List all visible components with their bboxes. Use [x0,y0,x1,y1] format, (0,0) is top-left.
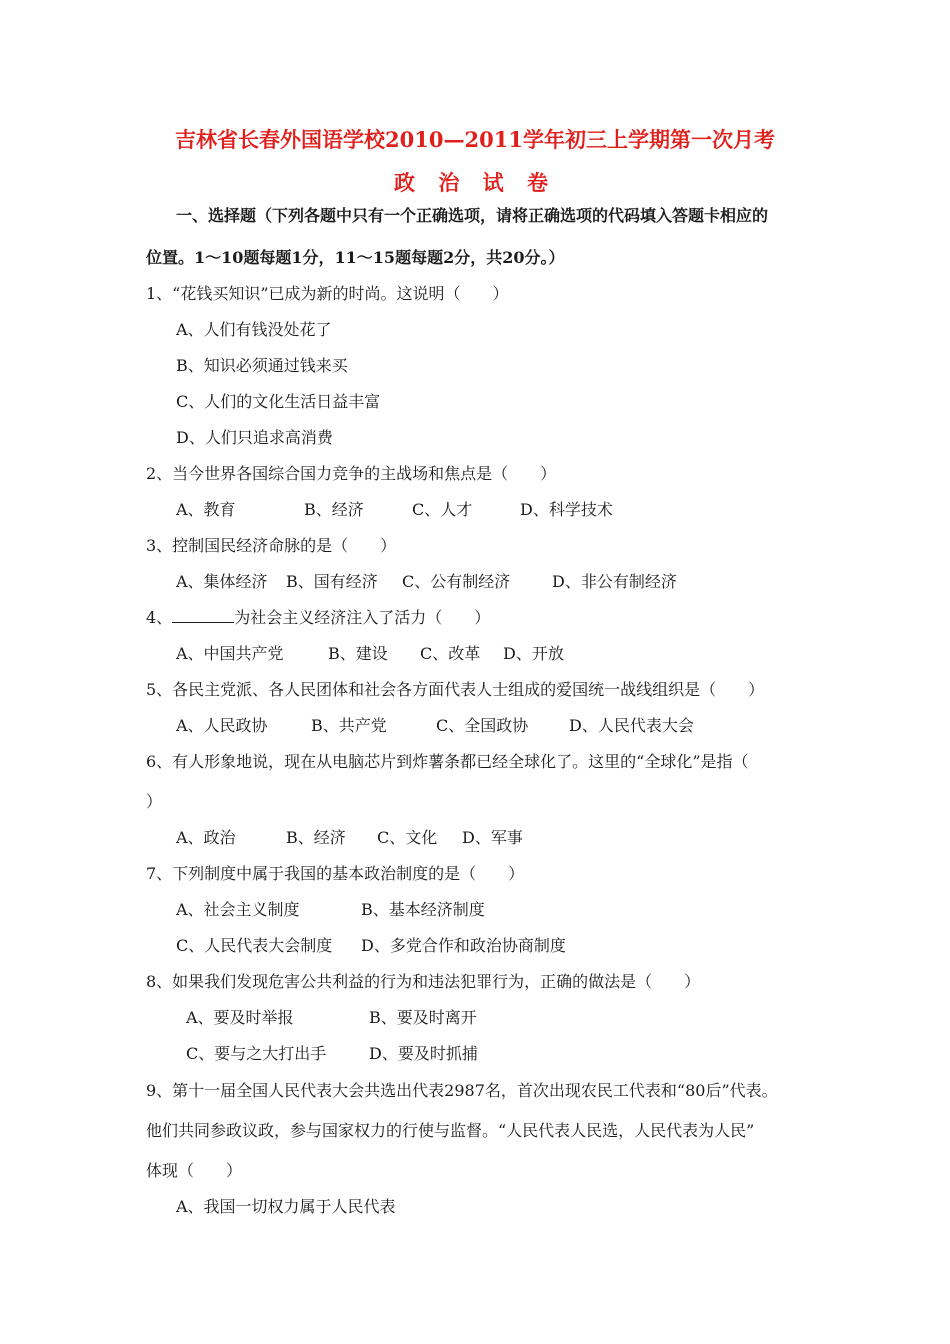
question-9-option-a: A、我国一切权力属于人民代表 [176,1197,396,1216]
question-6-stem-cont: ） [146,792,163,811]
question-2-option-c: C、人才 [412,500,473,519]
question-5-option-a: A、人民政协 [176,716,268,735]
question-9-stem-line2: 他们共同参政议政，参与国家权力的行使与监督。“人民代表人民选，人民代表为人民” [146,1121,755,1140]
question-1-option-d: D、人们只追求高消费 [176,428,333,447]
question-6-stem: 6、有人形象地说，现在从电脑芯片到炸薯条都已经全球化了。这里的“全球化”是指（ [146,752,749,771]
question-1-option-a: A、人们有钱没处花了 [176,320,332,339]
section-instructions-line1: 一、选择题（下列各题中只有一个正确选项，请将正确选项的代码填入答题卡相应的 [176,206,769,225]
question-8-option-c: C、要与之大打出手 [186,1044,327,1063]
exam-subtitle: 政 治 试 卷 [394,170,556,195]
question-3-option-c: C、公有制经济 [402,572,511,591]
question-1-stem: 1、“花钱买知识”已成为新的时尚。这说明（ ） [146,284,509,303]
question-8-option-d: D、要及时抓捕 [369,1044,478,1063]
question-2-option-d: D、科学技术 [520,500,613,519]
question-4-option-d: D、开放 [503,644,564,663]
question-2-option-a: A、教育 [176,500,236,519]
question-2-stem: 2、当今世界各国综合国力竞争的主战场和焦点是（ ） [146,464,557,483]
question-9-stem: 9、第十一届全国人民代表大会共选出代表2987名，首次出现农民工代表和“80后”代表。 [146,1081,778,1100]
question-7-option-d: D、多党合作和政治协商制度 [361,936,566,955]
question-5-stem: 5、各民主党派、各人民团体和社会各方面代表人士组成的爱国统一战线组织是（ ） [146,680,765,699]
question-3-option-a: A、集体经济 [176,572,268,591]
exam-title: 吉林省长春外国语学校2010—2011学年初三上学期第一次月考 [175,127,775,152]
question-6-option-b: B、经济 [286,828,346,847]
question-2-option-b: B、经济 [304,500,364,519]
question-7-option-b: B、基本经济制度 [361,900,485,919]
question-1-option-c: C、人们的文化生活日益丰富 [176,392,381,411]
question-3-stem: 3、控制国民经济命脉的是（ ） [146,536,397,555]
question-7-stem: 7、下列制度中属于我国的基本政治制度的是（ ） [146,864,525,883]
question-6-option-a: A、政治 [176,828,236,847]
question-6-option-d: D、军事 [462,828,523,847]
question-5-option-d: D、人民代表大会 [569,716,694,735]
question-8-option-b: B、要及时离开 [369,1008,477,1027]
question-1-option-b: B、知识必须通过钱来买 [176,356,348,375]
question-4-number: 4、 [146,608,173,627]
question-9-stem-line3: 体现（ ） [146,1161,243,1180]
question-4-option-b: B、建设 [328,644,388,663]
question-4-text: 为社会主义经济注入了活力（ ） [234,608,491,627]
question-4-stem [146,607,490,629]
question-5-option-b: B、共产党 [311,716,387,735]
question-7-option-a: A、社会主义制度 [176,900,300,919]
question-8-stem: 8、如果我们发现危害公共利益的行为和违法犯罪行为，正确的做法是（ ） [146,972,701,991]
question-4-option-c: C、改革 [420,644,481,663]
question-4-option-a: A、中国共产党 [176,644,284,663]
question-5-option-c: C、全国政协 [436,716,529,735]
question-8-option-a: A、要及时举报 [186,1008,294,1027]
question-4-blank [172,608,234,623]
section-instructions-line2: 位置。1～10题每题1分，11～15题每题2分，共20分。） [146,248,565,267]
question-3-option-d: D、非公有制经济 [552,572,677,591]
question-6-option-c: C、文化 [377,828,438,847]
question-7-option-c: C、人民代表大会制度 [176,936,333,955]
question-3-option-b: B、国有经济 [286,572,378,591]
